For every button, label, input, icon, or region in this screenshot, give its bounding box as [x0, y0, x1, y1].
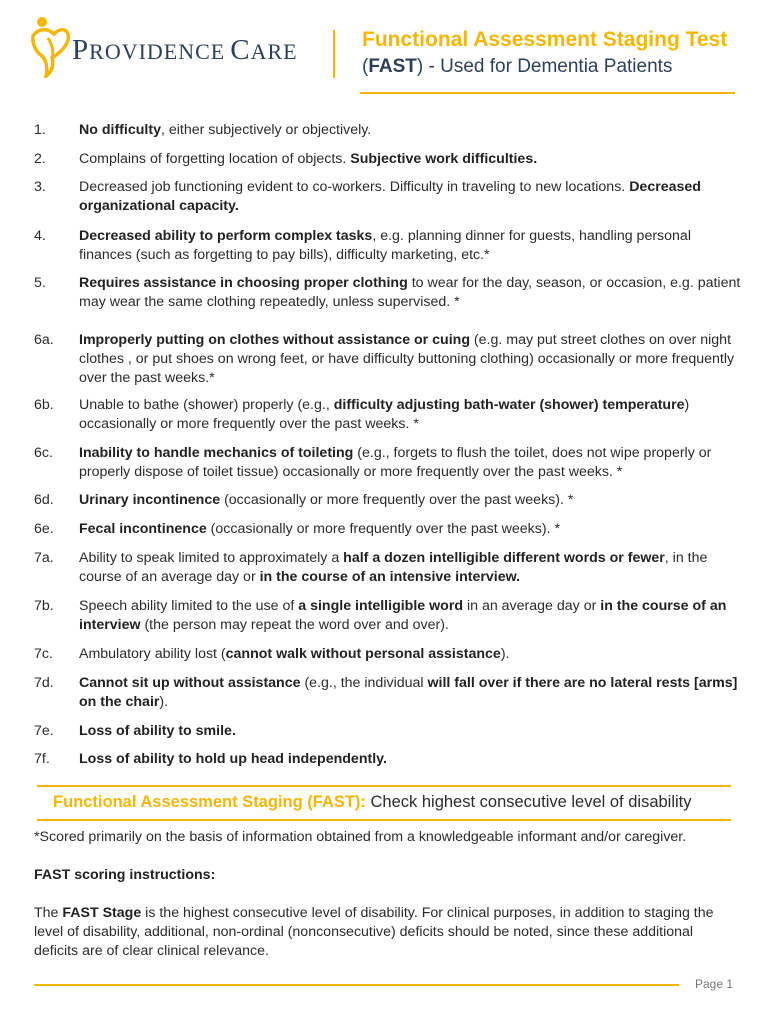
stage-number: 7b.: [34, 598, 54, 614]
stage-number: 6b.: [34, 397, 54, 413]
stage-description: [79, 722, 744, 741]
banner-label: Functional Assessment Staging (FAST):: [53, 793, 366, 811]
stage-number: 3.: [34, 179, 46, 195]
stage-text-bold: difficulty adjusting bath-water (shower) temperature: [333, 397, 685, 413]
brand-initial-c: C: [230, 34, 251, 66]
stage-text-bold: Requires assistance in choosing proper clothing: [79, 275, 408, 291]
subtitle-paren: (: [362, 56, 369, 77]
stage-text: ).: [500, 646, 510, 662]
stage-description: [79, 645, 744, 664]
stage-text-bold: cannot walk without personal assistance: [225, 646, 501, 662]
instructions-paragraph: [34, 904, 739, 961]
page-number: Page 1: [695, 977, 734, 991]
stage-description: [79, 549, 744, 587]
stage-text: (occasionally or more frequently over the past weeks). *: [206, 521, 561, 537]
stage-number: 7d.: [34, 675, 54, 691]
footnote: *Scored primarily on the basis of information obtained from a knowledgeable informant and/or caregiver.: [34, 829, 687, 845]
stage-number: 7c.: [34, 646, 53, 662]
instructions-heading: [34, 866, 739, 885]
stage-text-bold: in the course of an interview: [79, 598, 727, 633]
stage-text: Ability to speak limited to approximately a: [79, 550, 344, 566]
instructions-heading-text: FAST scoring instructions:: [34, 867, 216, 883]
stage-number: 1.: [34, 122, 46, 138]
stage-text: , e.g. planning dinner for guests, handling personal finances (such as forgetting to pay bills), difficulty marketing, etc.*: [79, 228, 691, 263]
brand-name: [72, 34, 298, 67]
stage-text-bold: No difficulty: [79, 122, 161, 138]
subtitle-fast: FAST: [368, 56, 417, 77]
instructions-bold: FAST Stage: [62, 905, 142, 921]
stage-text: ) occasionally or more frequently over the past weeks. *: [79, 397, 690, 432]
stage-description: [79, 274, 744, 312]
stage-description: [79, 444, 744, 482]
stage-text: in an average day or: [463, 598, 601, 614]
stage-text-bold: Fecal incontinence: [79, 521, 207, 537]
stage-text: (the person may repeat the word over and over).: [140, 617, 449, 633]
stage-text: Complains of forgetting location of objects.: [79, 151, 351, 167]
stage-description: [79, 150, 744, 169]
stage-number: 7a.: [34, 550, 54, 566]
stage-text: to wear for the day, season, or occasion, e.g. patient may wear the same clothing repeatedly, unless supervised. *: [79, 275, 741, 310]
stage-text-bold: Decreased ability to perform complex tasks: [79, 228, 373, 244]
stage-description: [79, 597, 744, 635]
stage-number: 6a.: [34, 332, 54, 348]
subtitle-rest: ) - Used for Dementia Patients: [416, 56, 673, 77]
stage-number: 4.: [34, 228, 46, 244]
stage-text: , in the course of an average day or: [79, 550, 708, 585]
stage-text: ).: [159, 694, 169, 710]
stage-number: 2.: [34, 151, 46, 167]
document-header: [0, 0, 768, 100]
stage-description: [79, 331, 744, 388]
brand-word-care: ARE: [250, 39, 298, 64]
stage-description: [79, 178, 744, 216]
stage-text-bold: Loss of ability to smile.: [79, 723, 236, 739]
providence-person-logo-icon: [30, 14, 72, 78]
stage-number: 6d.: [34, 492, 54, 508]
footer-line: [34, 984, 679, 986]
stage-description: [79, 520, 744, 539]
stage-text: Decreased job functioning evident to co-workers. Difficulty in traveling to new locations.: [79, 179, 630, 195]
instructions-post: is the highest consecutive level of disability. For clinical purposes, in addition to staging the level of disability, additional, non-ordinal (nonconsecutive) deficits should be noted, since these additional deficits are of clear clinical relevance.: [34, 905, 714, 959]
stage-text-bold: half a dozen intelligible different words or fewer: [343, 550, 665, 566]
stage-text-bold: Decreased organizational capacity.: [79, 179, 701, 214]
stage-text-bold: in the course of an intensive interview.: [259, 569, 521, 585]
stage-text-bold: Subjective work difficulties.: [350, 151, 538, 167]
instructions-pre: The: [34, 905, 63, 921]
stage-text: (e.g., the individual: [300, 675, 428, 691]
stage-text: Speech ability limited to the use of: [79, 598, 299, 614]
stage-number: 7e.: [34, 723, 54, 739]
document-subtitle: [362, 56, 742, 78]
stage-text-bold: Urinary incontinence: [79, 492, 221, 508]
header-underline: [360, 92, 735, 94]
stage-text: Ambulatory ability lost (: [79, 646, 226, 662]
stage-description: [79, 491, 744, 510]
stage-number: 6c.: [34, 445, 53, 461]
stage-number: 6e.: [34, 521, 54, 537]
brand-word-providence: ROVIDENCE: [89, 39, 226, 64]
stage-text-bold: Inability to handle mechanics of toileting: [79, 445, 354, 461]
stage-text-bold: will fall over if there are no lateral rests [arms] on the chair: [79, 675, 738, 710]
stage-description: [79, 396, 744, 434]
stage-description: [79, 227, 744, 265]
stage-text-bold: a single intelligible word: [298, 598, 464, 614]
stage-text: , either subjectively or objectively.: [160, 122, 372, 138]
document-title: Functional Assessment Staging Test: [362, 28, 728, 51]
stage-description: [79, 121, 744, 140]
stage-text: Unable to bathe (shower) properly (e.g.,: [79, 397, 334, 413]
banner-text: Check highest consecutive level of disability: [365, 793, 692, 811]
stage-text-bold: Improperly putting on clothes without assistance or cuing: [79, 332, 470, 348]
stage-text: (e.g. may put street clothes on over night clothes , or put shoes on wrong feet, or have difficulty buttoning clothing) occasionally or more frequently over the past weeks.*: [79, 332, 735, 386]
brand-initial-p: P: [72, 34, 90, 66]
header-divider: [333, 30, 335, 78]
stage-text-bold: Loss of ability to hold up head independently.: [79, 751, 387, 767]
stage-number: 5.: [34, 275, 46, 291]
stage-description: [79, 674, 744, 712]
stage-description: [79, 750, 744, 769]
stage-text: (e.g., forgets to flush the toilet, does not wipe properly or properly dispose of toilet tissue) occasionally or more frequently over the past weeks. *: [79, 445, 712, 480]
stage-text: (occasionally or more frequently over the past weeks). *: [220, 492, 574, 508]
fast-banner: [37, 785, 731, 821]
stage-text-bold: Cannot sit up without assistance: [79, 675, 301, 691]
stage-number: 7f.: [34, 751, 50, 767]
